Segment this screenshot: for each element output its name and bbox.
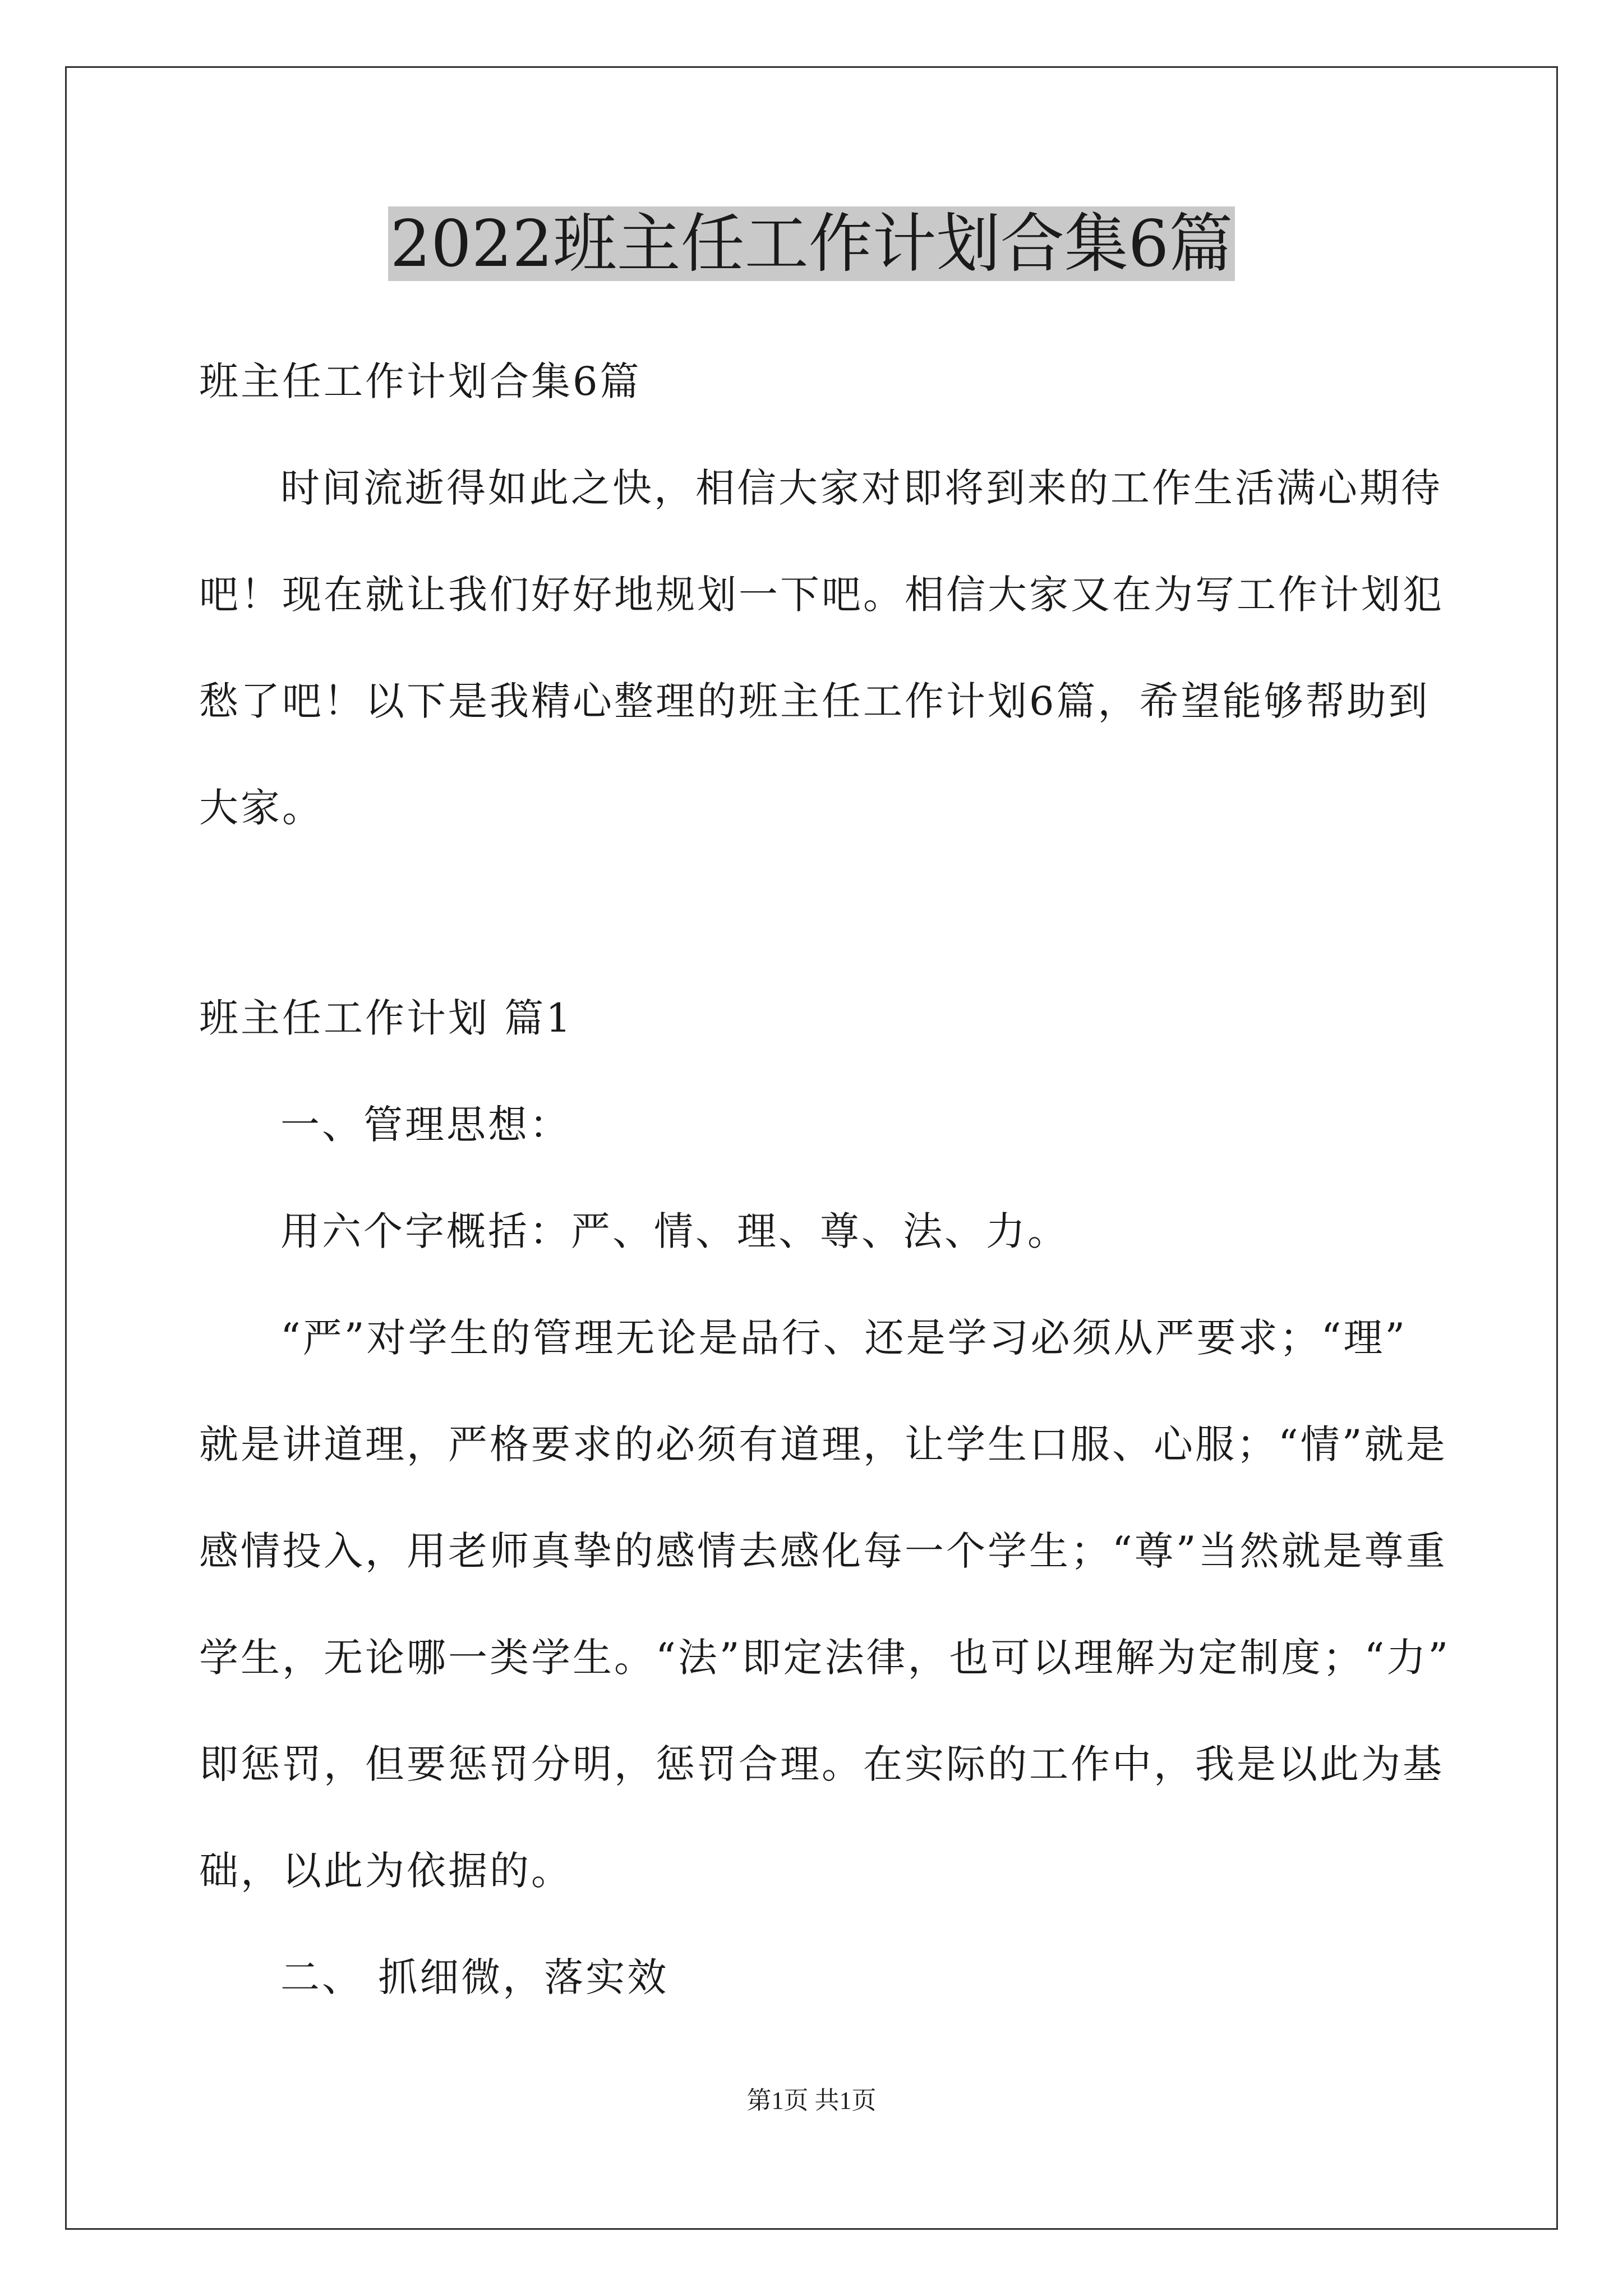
- intro-line: 吧！现在就让我们好好地规划一下吧。相信大家又在为写工作计划犯: [199, 572, 1444, 618]
- body-line: “严”对学生的管理无论是品行、还是学习必须从严要求；“理”: [280, 1315, 1408, 1361]
- document-subtitle: 班主任工作计划合集6篇: [199, 358, 642, 404]
- intro-line: 时间流逝得如此之快，相信大家对即将到来的工作生活满心期待: [280, 465, 1442, 511]
- item-two-heading: 二、 抓细微，落实效: [280, 1954, 669, 2000]
- intro-line: 大家。: [199, 785, 324, 831]
- body-line: 感情投入，用老师真挚的感情去感化每一个学生；“尊”当然就是尊重: [199, 1528, 1447, 1574]
- body-line: 就是讲道理，严格要求的必须有道理，让学生口服、心服；“情”就是: [199, 1421, 1447, 1467]
- body-line: 础，以此为依据的。: [199, 1848, 573, 1894]
- page-footer: 第1页 共1页: [746, 2087, 877, 2114]
- body-line: 即惩罚，但要惩罚分明，惩罚合理。在实际的工作中，我是以此为基: [199, 1741, 1444, 1787]
- section-heading: 班主任工作计划 篇1: [199, 995, 573, 1041]
- body-line: 学生，无论哪一类学生。“法”即定法律，也可以理解为定制度；“力”: [199, 1635, 1451, 1681]
- document-title-text: 2022班主任工作计划合集6篇: [388, 206, 1235, 281]
- item-one-heading: 一、管理思想：: [280, 1102, 571, 1148]
- item-one-summary: 用六个字概括：严、情、理、尊、法、力。: [280, 1208, 1069, 1254]
- intro-line: 愁了吧！以下是我精心整理的班主任工作计划6篇，希望能够帮助到: [199, 678, 1430, 724]
- document-title: [0, 202, 1623, 286]
